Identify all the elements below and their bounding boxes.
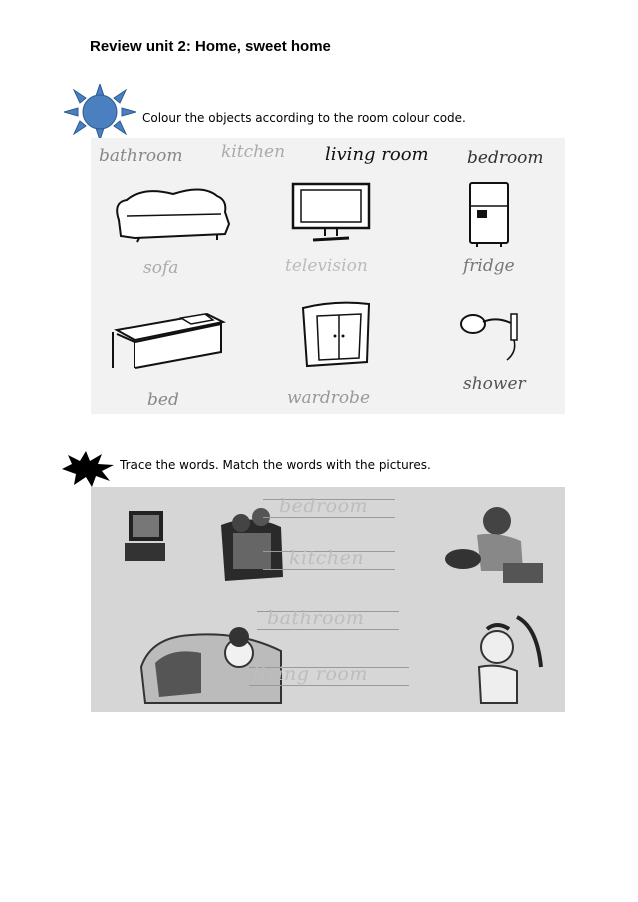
wardrobe-drawing — [295, 300, 375, 370]
object-label-wardrobe: wardrobe — [287, 388, 370, 408]
trace-word-living-room: living room — [253, 663, 368, 685]
room-colour-code-panel — [91, 138, 565, 414]
room-label-living-room: living room — [325, 144, 429, 165]
fridge-drawing — [467, 180, 511, 248]
page-title: Review unit 2: Home, sweet home — [90, 38, 331, 55]
object-label-television: television — [285, 256, 368, 276]
object-label-fridge: fridge — [463, 256, 515, 276]
trace-match-panel — [91, 487, 565, 712]
object-label-bed: bed — [147, 390, 179, 410]
room-label-bathroom: bathroom — [99, 146, 183, 166]
object-label-shower: shower — [463, 374, 526, 394]
sofa-drawing — [113, 182, 231, 244]
room-label-bedroom: bedroom — [467, 148, 544, 168]
bed-drawing — [109, 306, 227, 370]
kitchen-picture — [441, 501, 551, 591]
instruction-trace: Trace the words. Match the words with the pictures. — [120, 458, 431, 472]
splat-icon — [62, 451, 114, 487]
object-label-sofa: sofa — [143, 258, 179, 278]
trace-word-bathroom: bathroom — [267, 607, 365, 629]
shower-drawing — [457, 302, 527, 362]
living-room-picture — [121, 497, 291, 587]
trace-word-kitchen: kitchen — [289, 547, 365, 569]
instruction-colour: Colour the objects according to the room colour code. — [142, 111, 466, 125]
television-drawing — [291, 182, 371, 244]
bathroom-picture — [457, 607, 553, 707]
sun-icon — [64, 84, 136, 140]
room-label-kitchen: kitchen — [221, 142, 286, 162]
trace-word-bedroom: bedroom — [279, 495, 369, 517]
